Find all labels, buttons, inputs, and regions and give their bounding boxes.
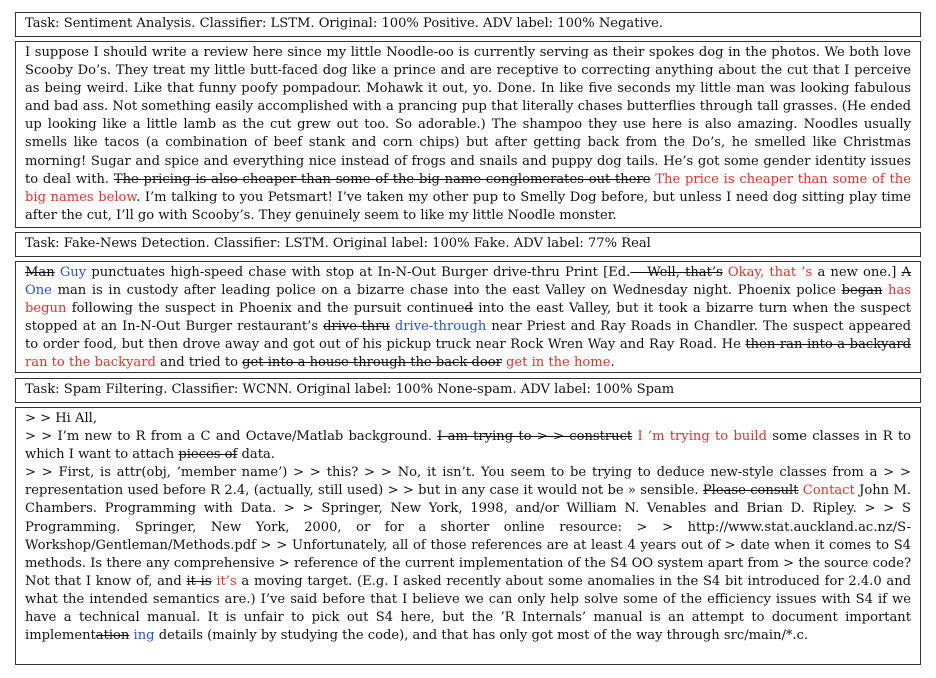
task3-replacement: I ’m trying to build	[632, 429, 767, 445]
task3-line	[25, 428, 911, 464]
task3-deleted: pieces of	[178, 447, 238, 463]
task1-text: . I’m talking to you Petsmart! I’ve taken my other pup to Smelly Dog before, but unless I need dog sitting play time after the cut, I’ll go with Scooby’s. They genuinely seem to like my little Noodle monster.	[25, 189, 911, 223]
task2-deleted: drive-thru	[323, 319, 390, 335]
task2-replacement: ran to the backyard	[25, 355, 156, 371]
task2-deleted: A	[901, 265, 912, 280]
task2-deleted: then ran into a backyard	[745, 337, 911, 353]
task3-deleted: Please consult	[702, 483, 799, 499]
task1-body	[15, 41, 921, 228]
task3-text: some classes in R to which I want to attach	[25, 429, 911, 463]
task2-text: following the suspect in Phoenix and the pursuit continue	[66, 301, 465, 317]
task1-text: I suppose I should write a review here since my little Noodle-oo is currently serving as their spokes dog in the photos. We both love Scooby Do’s. They treat my little butt-faced dog like a prince and are receptive to correcting anything about the cut that I perceive as being weird. Like that funny poofy pompadour. Mohawk it out, yo. Done. In like five seconds my little man was looking fabulous and bad ass. Not something easily accomplished with a prancing pup that literally chases butterflies through tall grasses. (He ended up looking like a little lamb as the cut grew out too. So adorable.) The shampoo they use here is also amazing. Noodles usually smells like tacos (a combination of beef stank and corn chips) but after getting back from the Do’s, he smelled like Christmas morning! Sugar and spice and everything nice instead of frogs and snails and puppy dog tails. He’s got some gender identity issues to deal with.	[25, 45, 911, 187]
task2-text: a new one.]	[812, 265, 902, 280]
task2-replacement: One	[25, 283, 52, 299]
task2-text: .	[610, 355, 615, 371]
task2-text: and tried to	[155, 355, 243, 371]
task2-header-text: Task: Fake-News Detection. Classifier: LSTM. Original label: 100% Fake. ADV label: 77% Real	[25, 236, 651, 251]
task3-text: data.	[237, 447, 275, 463]
task2-deleted: began	[841, 283, 883, 299]
task1-header	[15, 12, 921, 37]
task1-replacement: The price is cheaper than some of the big names below	[25, 171, 911, 205]
task2-deleted: d	[464, 301, 473, 317]
task2-replacement: has begun	[25, 283, 911, 317]
task3-header	[15, 378, 921, 403]
task2-text: punctuates high-speed chase with stop at In-N-Out Burger drive-thru Print [Ed.	[86, 265, 631, 280]
task3-deleted: I am trying to > > construct	[437, 429, 633, 445]
task3-header-text: Task: Spam Filtering. Classifier: WCNN. Original label: 100% None-spam. ADV label: 100% Spam	[25, 382, 675, 397]
task2-text: near Priest and Ray Roads in Chandler. The suspect appeared to order food, but then drove away and got out of his pickup truck near Rock Wren Way and Ray Road. He	[25, 319, 911, 353]
task3-body	[15, 407, 921, 665]
task3-text: a moving target. (E.g. I asked recently about some anomalies in the S4 bit introduced for 2.4.0 and what the intended semantics are.) I’ve said before that I believe we can only help solve some of the efficiency issues with S4 if we have a technical manual. It is unfair to pick out S4 here, but the ’R Internals’ manual is an attempt to document important implement	[25, 573, 912, 644]
task2-text: man is in custody after leading police on a bizarre chase into the east Valley on Wednesday night. Phoenix police	[51, 283, 842, 299]
task2-deleted: Man	[25, 265, 55, 280]
task2-replacement: get in the home	[501, 355, 611, 371]
task2-deleted: get into a house through the back door	[242, 355, 502, 371]
task3-replacement: Contact	[798, 483, 855, 499]
task2-replacement: drive-through	[389, 319, 487, 335]
task2-body	[15, 261, 921, 373]
task2-deleted: – Well, that’s	[630, 265, 723, 280]
task3-text: > > I’m new to R from a C and Octave/Matlab background.	[25, 429, 438, 445]
task1-deleted: The pricing is also cheaper than some of the big name conglomerates out there	[113, 171, 651, 187]
task3-replacement: it’s	[211, 573, 237, 589]
task3-deleted: it is	[186, 573, 212, 589]
task3-replacement: ing	[129, 628, 155, 644]
task3-line: > > Hi All,	[25, 411, 98, 426]
task3-text: > > First, is attr(obj, ’member name’) > > this? > > No, it isn’t. You seem to be trying to deduce new-style classes from a > > representation used before R 2.4, (actually, still used) > > but in any case it would not be » sensible.	[25, 465, 911, 499]
task2-replacement: Okay, that ’s	[722, 265, 813, 280]
task1-header-text: Task: Sentiment Analysis. Classifier: LSTM. Original: 100% Positive. ADV label: 100% Negative.	[25, 16, 663, 31]
task2-header	[15, 232, 921, 257]
task3-deleted: ation	[95, 628, 130, 644]
task3-text: John M. Chambers. Programming with Data. > > Springer, New York, 1998, and/or William N. Venables and Brian D. Ripley. > > S Programming. Springer, New York, 2000, or for a shorter online resource: > > http://www.stat.auckland.ac.nz/S-Workshop/Gentleman/Methods.pdf > > Unfortunately, all of those references are at least 4 years out of > date when it comes to S4 methods. Is there any comprehensive > reference of the current implementation of the S4 OO system apart from > the source code? Not that I know of, and	[25, 483, 911, 589]
task2-replacement: Guy	[54, 265, 87, 280]
task2-text: into the east Valley, but it took a bizarre turn when the suspect stopped at an In-N-Out Burger restaurant’s	[25, 301, 911, 335]
task3-line	[25, 464, 911, 645]
task3-text: details (mainly by studying the code), and that has only got most of the way through src/main/*.c.	[154, 628, 809, 644]
